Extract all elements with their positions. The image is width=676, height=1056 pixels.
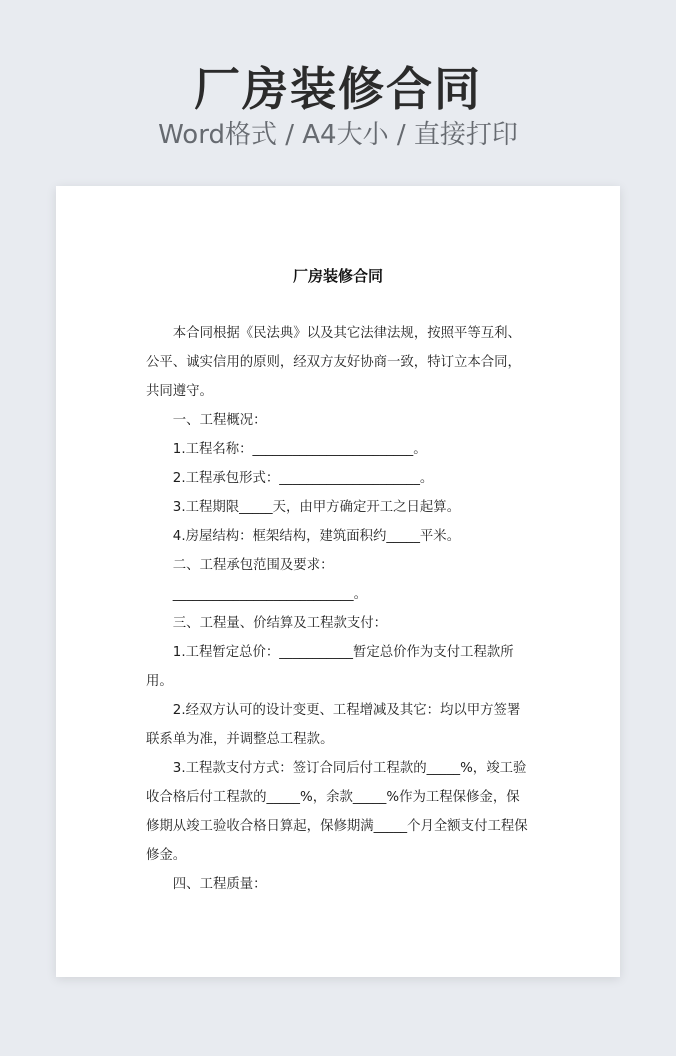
clause-contract-form: 2.工程承包形式：_____________________。: [172, 471, 434, 486]
document-body: [146, 319, 532, 899]
paragraph-intro: 本合同根据《民法典》以及其它法律法规，按照平等互利、公平、诚实信用的原则，经双方友好协商一致，特订立本合同，共同遵守。: [146, 326, 521, 399]
section-heading-quality: 四、工程质量：: [172, 877, 267, 892]
banner-subtitle: Word格式 / A4大小 / 直接打印: [158, 120, 518, 150]
section-heading-scope: 二、工程承包范围及要求：: [172, 558, 334, 573]
clause-payment-method: 3.工程款支付方式：签订合同后付工程款的_____%，竣工验收合格后付工程款的_____%，余款_____%作为工程保修金，保修期从竣工验收合格日算起，保修期满_____个月全额支付工程保修金。: [146, 761, 528, 863]
clause-total-price: 1.工程暂定总价：___________暂定总价作为支付工程款所用。: [146, 645, 514, 689]
section-heading-payment: 三、工程量、价结算及工程款支付：: [172, 616, 388, 631]
clause-scope-blank: ___________________________。: [172, 587, 367, 602]
clause-project-name: 1.工程名称：________________________。: [172, 442, 427, 457]
clause-design-changes: 2.经双方认可的设计变更、工程增减及其它：均以甲方签署联系单为准，并调整总工程款。: [146, 703, 521, 747]
banner-title: 厂房装修合同: [194, 62, 482, 116]
clause-building-structure: 4.房屋结构：框架结构，建筑面积约_____平米。: [172, 529, 461, 544]
section-heading-overview: 一、工程概况：: [172, 413, 267, 428]
document-page: [56, 186, 620, 977]
document-title: 厂房装修合同: [292, 267, 383, 285]
clause-project-period: 3.工程期限_____天，由甲方确定开工之日起算。: [172, 500, 461, 515]
